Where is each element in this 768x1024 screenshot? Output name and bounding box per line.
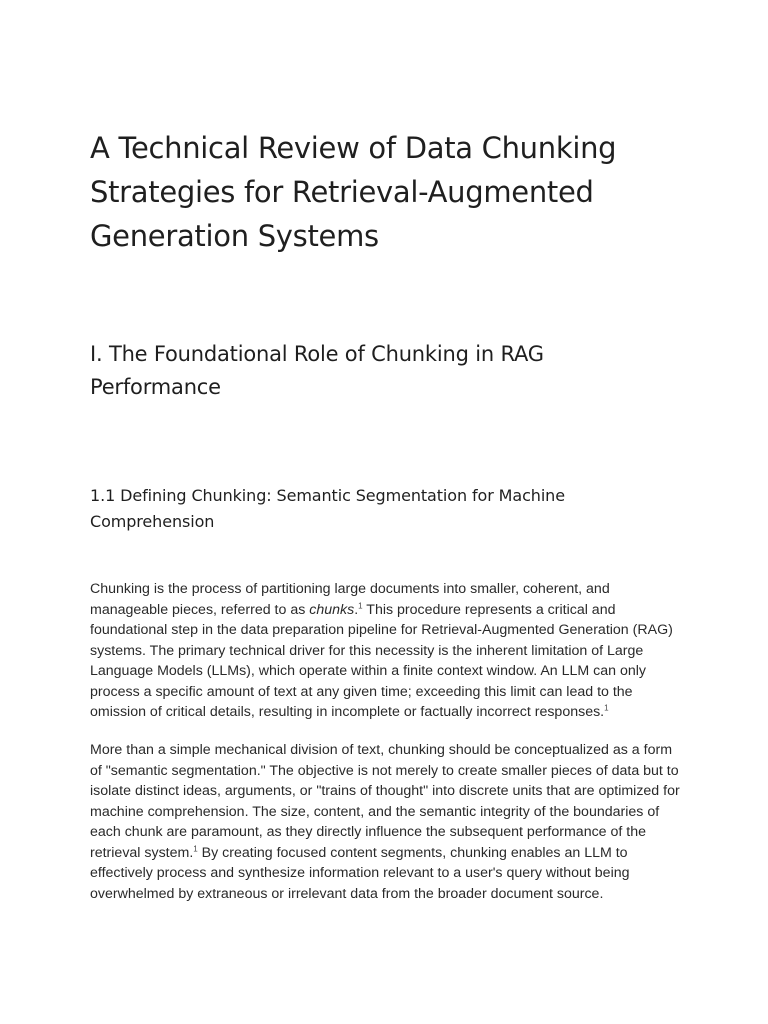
- italic-term: chunks: [309, 601, 355, 618]
- document-title: A Technical Review of Data Chunking Strategies for Retrieval-Augmented Generation Systems: [90, 131, 617, 253]
- citation-marker: 1: [604, 703, 609, 713]
- paragraph-text: This procedure represents a critical and foundational step in the data preparation pipeline for Retrieval-Augmented Generation (RAG) systems. The primary technical driver for this necessity is the inherent limitation of Large Language Models (LLMs), which operate within a finite context window. An LLM can only process a specific amount of text at any given time; exceeding this limit can lead to the omission of critical details, resulting in incomplete or factually incorrect responses.: [90, 601, 673, 720]
- paragraph-text: Chunking is the process of partitioning large documents into smaller, coherent, and manageable pieces, referred to as: [90, 581, 610, 618]
- section-heading: I. The Foundational Role of Chunking in RAG Performance: [90, 342, 544, 399]
- citation-marker: 1: [358, 600, 363, 610]
- paragraph-text: By creating focused content segments, chunking enables an LLM to effectively process and synthesize information relevant to a user's query without being overwhelmed by extraneous or irrelevant data from the broader document source.: [90, 844, 630, 902]
- paragraph-text: More than a simple mechanical division of text, chunking should be conceptualized as a form of "semantic segmentation." The objective is not merely to create smaller pieces of data but to isolate distinct ideas, arguments, or "trains of thought" into discrete units that are optimized for machine comprehension. The size, content, and the semantic integrity of the boundaries of each chunk are paramount, as they directly influence the subsequent performance of the retrieval system.: [90, 742, 680, 861]
- subsection-heading: 1.1 Defining Chunking: Semantic Segmentation for Machine Comprehension: [90, 486, 565, 531]
- paragraph-text: .: [354, 601, 359, 618]
- body-paragraph-1: [90, 579, 682, 723]
- citation-marker: 1: [193, 843, 198, 853]
- body-paragraph-2: [90, 740, 682, 904]
